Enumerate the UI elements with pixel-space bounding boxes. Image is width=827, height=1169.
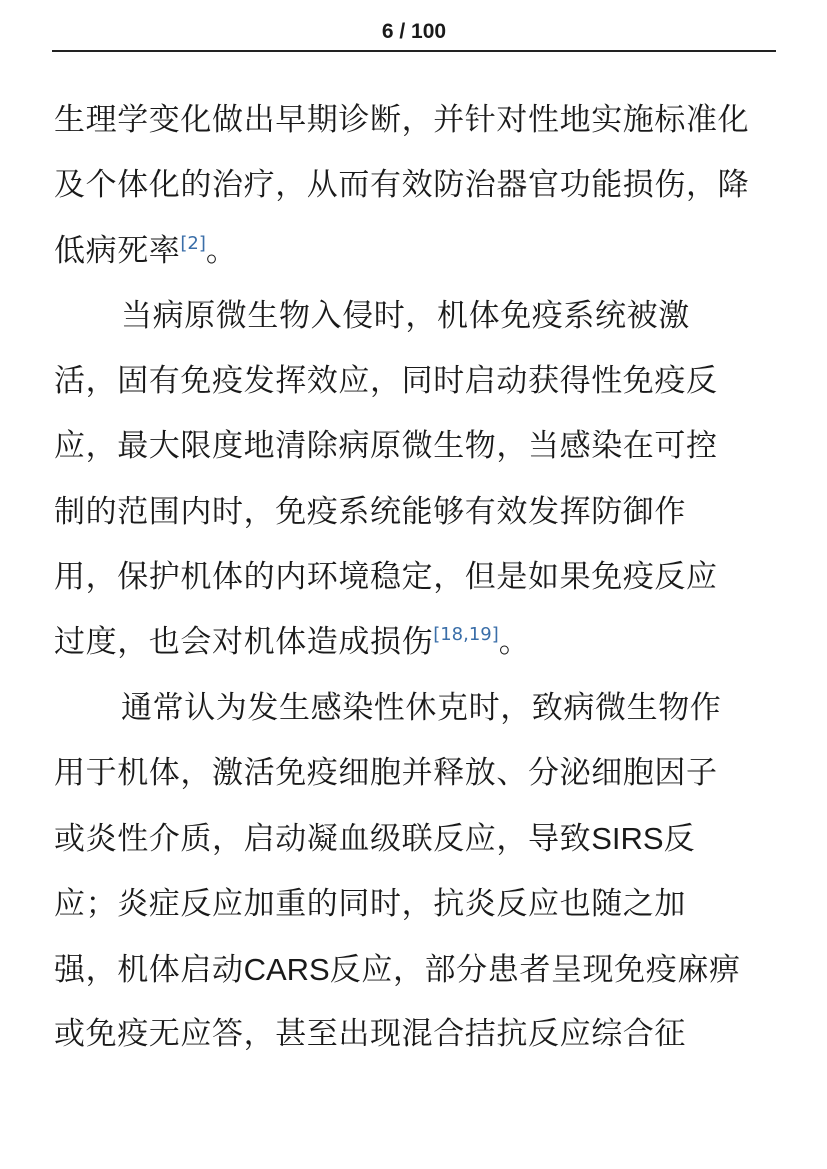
text-segment: 或炎性介质，启动凝血级联反应，导致: [54, 821, 592, 858]
paragraph-2-line-6: [54, 610, 776, 675]
abbreviation: SIRS: [591, 821, 664, 857]
text-segment: 反应，部分患者呈现免疫麻痹: [329, 951, 741, 988]
paragraph-2-line-4: 制的范围内时，免疫系统能够有效发挥防御作: [54, 493, 686, 530]
paragraph-3-line-6: 或免疫无应答，甚至出现混合拮抗反应综合征: [54, 1016, 686, 1053]
paragraph-2-line-2: 活，固有免疫发挥效应，同时启动获得性免疫反: [54, 363, 718, 400]
page-number: 6 / 100: [381, 20, 447, 43]
text-segment: 低病死率: [54, 232, 181, 269]
text-segment: 反: [663, 821, 696, 858]
paragraph-3-line-5: [54, 937, 776, 1002]
text-segment: 。: [498, 624, 531, 661]
paragraph-1-line-3: [54, 219, 776, 284]
paragraph-3-line-4: 应；炎症反应加重的同时，抗炎反应也随之加: [54, 885, 686, 922]
text-segment: 。: [205, 232, 238, 269]
text-segment: 过度，也会对机体造成损伤: [54, 624, 434, 661]
paragraph-1-line-1: 生理学变化做出早期诊断，并针对性地实施标准化: [54, 102, 750, 138]
paragraph-3-line-2: 用于机体，激活免疫细胞并释放、分泌细胞因子: [54, 754, 718, 791]
paragraph-2-line-1: 当病原微生物入侵时，机体免疫系统被激: [121, 297, 690, 334]
citation-link[interactable]: [2]: [180, 232, 206, 254]
paragraph-3-line-3: [54, 806, 776, 871]
page-header: [52, 18, 776, 52]
paragraph-3-line-1: 通常认为发生感染性休克时，致病微生物作: [121, 689, 722, 726]
abbreviation: CARS: [243, 951, 330, 987]
paragraph-2-line-5: 用，保护机体的内环境稳定，但是如果免疫反应: [54, 559, 718, 596]
text-segment: 强，机体启动: [54, 951, 244, 988]
paragraph-2-line-3: 应，最大限度地清除病原微生物，当感染在可控: [54, 428, 718, 465]
citation-link[interactable]: [18,19]: [433, 624, 499, 646]
document-body: [54, 88, 776, 1067]
paragraph-1-line-2: 及个体化的治疗，从而有效防治器官功能损伤，降: [54, 167, 750, 204]
